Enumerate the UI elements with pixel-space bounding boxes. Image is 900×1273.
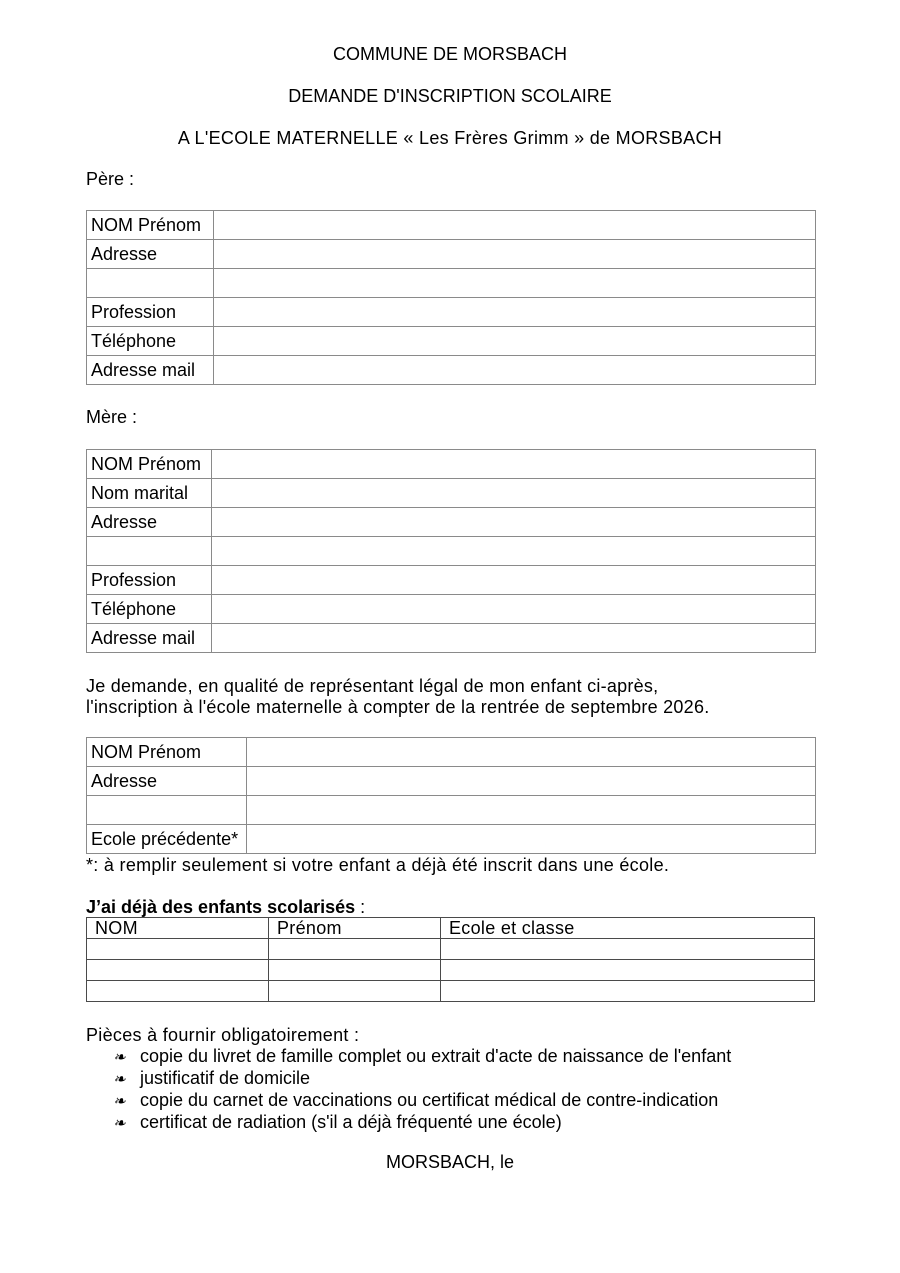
column-header-prenom: Prénom — [269, 918, 441, 939]
field-label: Nom marital — [87, 479, 212, 508]
table-row — [87, 327, 816, 356]
field-input[interactable] — [214, 327, 816, 356]
list-item — [113, 1090, 731, 1112]
table-row — [87, 450, 816, 479]
list-item — [113, 1112, 731, 1134]
fratrie-table — [86, 917, 815, 1002]
field-label: Téléphone — [87, 595, 212, 624]
ornate-bullet-icon: ❧ — [113, 1070, 126, 1088]
field-label: Ecole précédente* — [87, 825, 247, 854]
column-header-nom: NOM — [87, 918, 269, 939]
field-label: Adresse — [87, 767, 247, 796]
table-cell[interactable] — [269, 981, 441, 1002]
table-row — [87, 479, 816, 508]
table-row — [87, 211, 816, 240]
field-input[interactable] — [214, 211, 816, 240]
field-input[interactable] — [214, 356, 816, 385]
pere-table — [86, 210, 816, 385]
field-input[interactable] — [247, 796, 816, 825]
ornate-bullet-icon: ❧ — [113, 1048, 126, 1066]
field-label — [87, 537, 212, 566]
table-row — [87, 240, 816, 269]
table-row — [87, 939, 815, 960]
fratrie-heading-suffix: : — [355, 897, 366, 917]
list-item — [113, 1068, 731, 1090]
fratrie-heading — [86, 897, 365, 918]
field-input[interactable] — [214, 240, 816, 269]
field-input[interactable] — [247, 825, 816, 854]
commune-title: COMMUNE DE MORSBACH — [332, 44, 567, 64]
field-label: Adresse mail — [87, 624, 212, 653]
field-label: Adresse — [87, 508, 212, 537]
signature-place: MORSBACH, le — [385, 1152, 515, 1172]
table-row — [87, 767, 816, 796]
mere-table — [86, 449, 816, 653]
table-row — [87, 537, 816, 566]
column-header-ecole: Ecole et classe — [441, 918, 815, 939]
table-row — [87, 595, 816, 624]
enfant-table — [86, 737, 816, 854]
table-cell[interactable] — [269, 939, 441, 960]
list-item — [113, 1046, 731, 1068]
table-row — [87, 566, 816, 595]
field-input[interactable] — [247, 738, 816, 767]
table-row — [87, 825, 816, 854]
field-input[interactable] — [212, 479, 816, 508]
field-label: Téléphone — [87, 327, 214, 356]
table-row — [87, 298, 816, 327]
demande-line-2: l'inscription à l'école maternelle à compter de la rentrée de septembre 2026. — [86, 697, 710, 717]
table-row — [87, 981, 815, 1002]
table-row — [87, 356, 816, 385]
field-input[interactable] — [212, 450, 816, 479]
field-input[interactable] — [212, 508, 816, 537]
field-label: Profession — [87, 566, 212, 595]
field-label: Adresse mail — [87, 356, 214, 385]
pere-heading: Père : — [86, 169, 135, 189]
table-row — [87, 624, 816, 653]
table-cell[interactable] — [87, 939, 269, 960]
field-input[interactable] — [212, 537, 816, 566]
field-input[interactable] — [212, 595, 816, 624]
table-row — [87, 508, 816, 537]
field-label: Profession — [87, 298, 214, 327]
list-item-text: copie du carnet de vaccinations ou certificat médical de contre-indication — [140, 1090, 719, 1110]
field-label — [87, 796, 247, 825]
field-label — [87, 269, 214, 298]
table-cell[interactable] — [269, 960, 441, 981]
table-row — [87, 960, 815, 981]
table-header-row — [87, 918, 815, 939]
table-row — [87, 796, 816, 825]
field-label: NOM Prénom — [87, 211, 214, 240]
table-row — [87, 269, 816, 298]
list-item-text: certificat de radiation (s'il a déjà fréquenté une école) — [140, 1112, 562, 1132]
mere-heading: Mère : — [86, 407, 138, 427]
field-input[interactable] — [212, 624, 816, 653]
field-label: NOM Prénom — [87, 450, 212, 479]
field-input[interactable] — [214, 298, 816, 327]
form-title: DEMANDE D'INSCRIPTION SCOLAIRE — [288, 86, 612, 106]
table-cell[interactable] — [87, 981, 269, 1002]
demande-line-1: Je demande, en qualité de représentant légal de mon enfant ci-après, — [86, 676, 659, 696]
table-cell[interactable] — [441, 981, 815, 1002]
field-input[interactable] — [214, 269, 816, 298]
list-item-text: copie du livret de famille complet ou extrait d'acte de naissance de l'enfant — [140, 1046, 732, 1066]
table-cell[interactable] — [87, 960, 269, 981]
field-input[interactable] — [212, 566, 816, 595]
pieces-list — [113, 1046, 731, 1134]
school-subtitle: A L'ECOLE MATERNELLE « Les Frères Grimm » de MORSBACH — [177, 128, 723, 148]
list-item-text: justificatif de domicile — [140, 1068, 311, 1088]
pieces-heading: Pièces à fournir obligatoirement : — [86, 1025, 360, 1045]
enfant-note: *: à remplir seulement si votre enfant a déjà été inscrit dans une école. — [86, 855, 670, 875]
ornate-bullet-icon: ❧ — [113, 1092, 126, 1110]
table-cell[interactable] — [441, 939, 815, 960]
table-cell[interactable] — [441, 960, 815, 981]
fratrie-heading-bold: J’ai déjà des enfants scolarisés — [86, 897, 356, 917]
field-label: Adresse — [87, 240, 214, 269]
ornate-bullet-icon: ❧ — [113, 1114, 126, 1132]
field-input[interactable] — [247, 767, 816, 796]
field-label: NOM Prénom — [87, 738, 247, 767]
table-row — [87, 738, 816, 767]
